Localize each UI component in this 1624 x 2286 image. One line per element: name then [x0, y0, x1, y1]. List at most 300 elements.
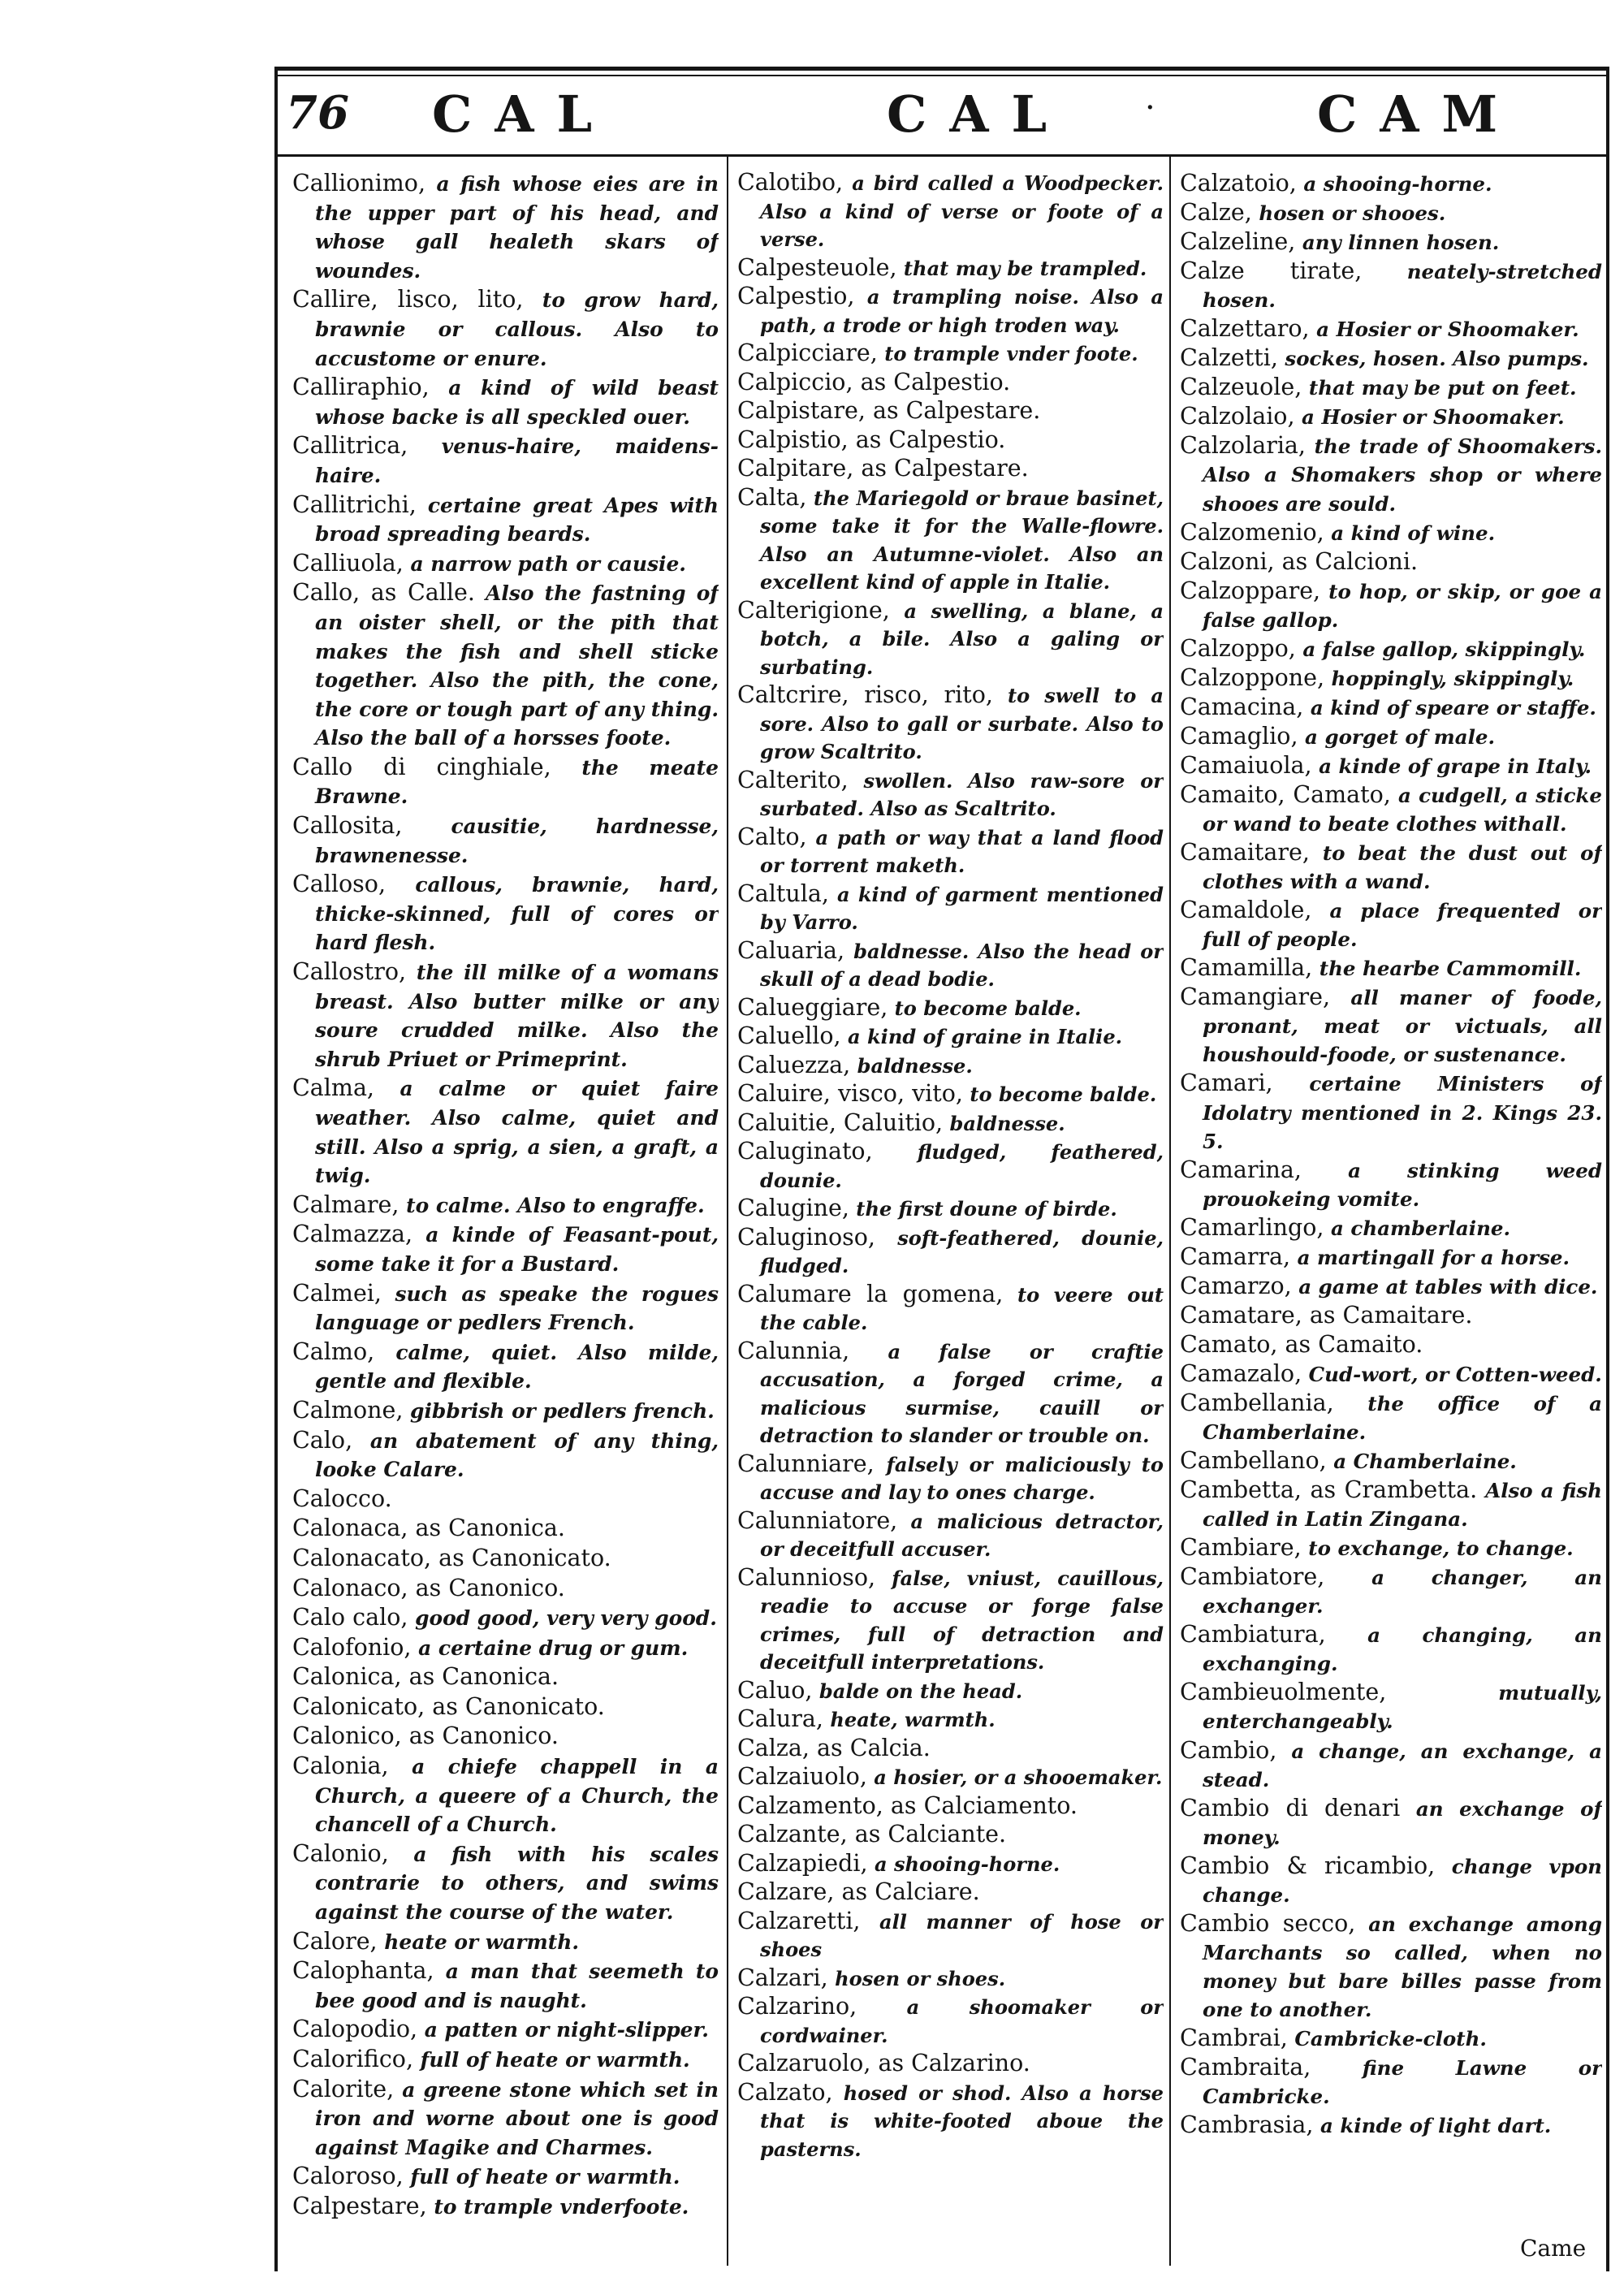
dictionary-entry [737, 455, 1164, 484]
dictionary-entry [737, 484, 1164, 597]
entry-definition: swollen. Also raw-sore or surbated. Also as Scaltrito. [760, 768, 1164, 820]
entry-headword: Calzato, [737, 2078, 833, 2106]
entry-definition: certaine great Apes with broad spreading beards. [315, 493, 719, 547]
entry-headword: Calmei, [292, 1279, 382, 1307]
entry-definition: a gorget of male. [1298, 724, 1496, 749]
entry-definition: gibbrish or pedlers french. [403, 1398, 715, 1423]
entry-definition: balde on the head. [812, 1679, 1023, 1703]
dictionary-entry [1180, 169, 1602, 198]
dictionary-entry [737, 397, 1164, 426]
entry-definition: to swell to a sore. Also to gall or surbate. Also to grow Scaltrito. [760, 684, 1164, 763]
dictionary-entry [1180, 1242, 1602, 1272]
dictionary-entry [737, 283, 1164, 339]
entry-headword: Calza, as Calcia. [737, 1734, 931, 1761]
dictionary-entry [292, 1514, 719, 1544]
dictionary-entry [737, 767, 1164, 823]
entry-definition: to exchange, to change. [1301, 1536, 1574, 1561]
guide-separator: · [1145, 89, 1155, 127]
dictionary-entry [292, 1692, 719, 1722]
entry-definition: to become balde. [962, 1083, 1157, 1106]
entry-headword: Calueggiare, [737, 993, 888, 1021]
entry-definition: mutually, enterchangeably. [1203, 1681, 1602, 1734]
entry-definition: a path or way that a land flood or torrent maketh. [760, 825, 1164, 877]
entry-headword: Calofonio, [292, 1633, 412, 1661]
entry-headword: Callostro, [292, 958, 407, 986]
dictionary-entry [292, 1426, 719, 1484]
dictionary-entry [1180, 1156, 1602, 1213]
dictionary-entry [292, 1544, 719, 1574]
entry-headword: Calzapiedi, [737, 1849, 868, 1877]
dictionary-entry [292, 1574, 719, 1604]
entry-definition: to trample vnderfoote. [426, 2194, 689, 2219]
entry-headword: Calonicato, as Canonicato. [292, 1692, 605, 1720]
column-middle [737, 169, 1164, 2228]
entry-definition: a hosier, or a shooemaker. [866, 1765, 1163, 1789]
dictionary-entry [737, 1022, 1164, 1052]
dictionary-entry [737, 1908, 1164, 1964]
dictionary-entry [737, 1080, 1164, 1109]
dictionary-entry [737, 937, 1164, 994]
entry-headword: Calocco. [292, 1484, 392, 1512]
entry-headword: Calo, [292, 1426, 353, 1454]
dictionary-entry [292, 1752, 719, 1839]
entry-headword: Camarina, [1180, 1156, 1302, 1183]
entry-definition: Also a fish called in Latin Zingana. [1203, 1479, 1602, 1532]
entry-definition: the first doune of birde. [849, 1197, 1117, 1221]
dictionary-entry [1180, 431, 1602, 517]
entry-headword: Caluo, [737, 1676, 813, 1704]
entry-definition: a malicious detractor, or deceitfull accuser. [760, 1509, 1164, 1561]
entry-definition: a bird called a Woodpecker. Also a kind of verse or foote of a verse. [760, 171, 1164, 251]
entry-definition: a narrow path or causie. [403, 551, 686, 576]
dictionary-entry [292, 549, 719, 579]
entry-headword: Calzoppone, [1180, 663, 1325, 691]
entry-definition: an exchange among Marchants so called, when no money but bare billes passe from one to another. [1203, 1912, 1602, 2021]
entry-definition: a change, an exchange, a stead. [1203, 1739, 1602, 1791]
dictionary-entry [292, 1839, 719, 1927]
dictionary-entry [737, 169, 1164, 254]
entry-definition: the Mariegold or braue basinet, some take it for the Walle-flowre. Also an Autumne-violet. Also an excellent kind of apple in Italie. [760, 486, 1164, 594]
dictionary-entry [1180, 518, 1602, 547]
entry-definition: a kind of wine. [1324, 521, 1496, 545]
entry-definition: change vpon change. [1203, 1854, 1602, 1907]
dictionary-entry [737, 1138, 1164, 1195]
top-border-rule [274, 67, 1608, 71]
entry-definition: to calme. Also to engraffe. [399, 1193, 705, 1217]
dictionary-entry [1180, 751, 1602, 780]
entry-definition: false, vniust, cauillous, readie to accuse or forge false crimes, full of detraction and deceitfull interpretations. [760, 1566, 1164, 1674]
entry-definition: soft-feathered, dounie, fludged. [760, 1225, 1164, 1277]
dictionary-entry [1180, 896, 1602, 953]
dictionary-entry [737, 1281, 1164, 1337]
entry-definition: to beat the dust out of clothes with a wand. [1203, 841, 1602, 894]
entry-definition: a changing, an exchanging. [1203, 1623, 1602, 1676]
dictionary-entry [1180, 780, 1602, 838]
entry-definition: a kind of speare or staffe. [1303, 695, 1596, 720]
dictionary-entry [1180, 2024, 1602, 2053]
entry-definition: all maner of foode, pronant, meat or victuals, all houshould-foode, or sustenance. [1203, 986, 1602, 1067]
entry-headword: Calmone, [292, 1396, 404, 1424]
entry-headword: Calma, [292, 1074, 374, 1102]
dictionary-entry [292, 285, 719, 373]
dictionary-entry [292, 1191, 719, 1221]
dictionary-entry [737, 597, 1164, 682]
entry-definition: to become balde. [888, 996, 1082, 1020]
entry-headword: Camaldole, [1180, 897, 1312, 924]
entry-headword: Calzare, as Calciare. [737, 1878, 980, 1905]
entry-headword: Calze, [1180, 199, 1252, 227]
entry-definition: a patten or night-slipper. [417, 2018, 709, 2042]
entry-definition: a martingall for a horse. [1290, 1245, 1570, 1269]
dictionary-entry [1180, 1272, 1602, 1301]
entry-headword: Cambetta, as Crambetta. [1180, 1476, 1478, 1504]
dictionary-entry [1180, 1389, 1602, 1446]
entry-headword: Calzettaro, [1180, 315, 1310, 343]
entry-headword: Calonica, as Canonica. [292, 1663, 559, 1691]
entry-headword: Callionimo, [292, 170, 426, 197]
entry-headword: Calonia, [292, 1752, 389, 1780]
entry-definition: full of heate or warmth. [413, 2048, 690, 2072]
entry-definition: hosen or shooes. [1251, 201, 1446, 226]
dictionary-entry [1180, 1794, 1602, 1852]
dictionary-entry [292, 1337, 719, 1396]
entry-headword: Calore, [292, 1927, 378, 1955]
entry-headword: Calzaiuolo, [737, 1763, 867, 1790]
entry-headword: Cambio, [1180, 1736, 1277, 1764]
entry-headword: Calopodio, [292, 2016, 418, 2043]
entry-headword: Calonio, [292, 1839, 389, 1867]
dictionary-entry [1180, 2053, 1602, 2111]
entry-definition: a Hosier or Shoomaker. [1309, 318, 1579, 342]
dictionary-entry [292, 2075, 719, 2163]
entry-headword: Calo calo, [292, 1604, 408, 1631]
dictionary-entry [292, 957, 719, 1074]
dictionary-entry [292, 1484, 719, 1515]
entry-definition: a shooing-horne. [1296, 172, 1492, 196]
column-divider-1 [727, 154, 728, 2266]
entry-headword: Camaitare, [1180, 839, 1310, 866]
entry-definition: baldnesse. [850, 1053, 973, 1078]
entry-headword: Camaiuola, [1180, 751, 1312, 779]
dictionary-entry [292, 490, 719, 549]
entry-headword: Camacina, [1180, 693, 1304, 720]
entry-headword: Calterigione, [737, 596, 890, 624]
entry-definition: a Chamberlaine. [1326, 1450, 1517, 1474]
dictionary-entry [292, 2045, 719, 2075]
entry-headword: Callitrichi, [292, 490, 417, 518]
entry-headword: Calzarino, [737, 1993, 857, 2020]
entry-headword: Calzomenio, [1180, 518, 1324, 546]
entry-definition: a place frequented or full of people. [1203, 899, 1602, 952]
guide-word-left: CAL [432, 84, 615, 144]
top-border-inner-rule [274, 75, 1608, 76]
entry-headword: Camaglio, [1180, 722, 1298, 750]
entry-headword: Calunnioso, [737, 1563, 876, 1591]
guide-word-center: CAL [887, 84, 1070, 144]
entry-headword: Caluitie, Caluitio, [737, 1108, 944, 1136]
entry-definition: a kind of garment mentioned by Varro. [760, 882, 1164, 934]
entry-headword: Calzoppare, [1180, 577, 1321, 604]
entry-headword: Cambellano, [1180, 1447, 1327, 1475]
entry-definition: a changer, an exchanger. [1203, 1566, 1602, 1618]
entry-definition: a game at tables with dice. [1291, 1274, 1598, 1299]
dictionary-entry [292, 1927, 719, 1957]
entry-definition: hosed or shod. Also a horse that is white-footed aboue the pasterns. [760, 2081, 1164, 2161]
entry-definition: full of heate or warmth. [403, 2165, 680, 2189]
dictionary-entry [292, 811, 719, 870]
dictionary-entry [1180, 1069, 1602, 1155]
entry-headword: Callire, lisco, lito, [292, 286, 524, 313]
right-border-rule [1606, 67, 1609, 2271]
dictionary-entry [1180, 1213, 1602, 1242]
column-left [292, 169, 719, 2228]
entry-headword: Camarzo, [1180, 1272, 1292, 1299]
dictionary-entry [737, 1878, 1164, 1908]
entry-headword: Calliraphio, [292, 374, 430, 401]
dictionary-entry [292, 1220, 719, 1278]
dictionary-entry [737, 880, 1164, 937]
entry-headword: Calmare, [292, 1191, 400, 1218]
entry-definition: an abatement of any thing, looke Calare. [315, 1428, 719, 1482]
entry-headword: Callitrica, [292, 432, 408, 460]
entry-headword: Calpestare, [292, 2192, 427, 2219]
entry-headword: Calterito, [737, 766, 849, 793]
entry-headword: Calpistare, as Calpestare. [737, 397, 1041, 424]
dictionary-entry [737, 994, 1164, 1023]
entry-definition: that may be put on feet. [1302, 376, 1577, 400]
entry-headword: Calotibo, [737, 169, 844, 196]
guide-word-right: CAM [1317, 84, 1521, 144]
entry-headword: Caluezza, [737, 1051, 851, 1078]
entry-definition: a greene stone which set in iron and worne about one is good against Magike and Charmes. [315, 2077, 719, 2159]
entry-definition: all manner of hose or shoes [760, 1909, 1164, 1961]
dictionary-entry [737, 1195, 1164, 1224]
entry-definition: to veere out the cable. [760, 1282, 1164, 1334]
dictionary-entry [1180, 722, 1602, 751]
entry-definition: hoppingly, skippingly. [1324, 666, 1574, 690]
dictionary-entry [1180, 953, 1602, 983]
dictionary-entry [737, 1763, 1164, 1792]
entry-definition: a fish with his scales contrarie to others, and swims against the course of the water. [315, 1842, 719, 1925]
column-right [1180, 169, 1602, 2228]
entry-definition: a chiefe chappell in a Church, a queere of a Church, the chancell of a Church. [315, 1755, 719, 1837]
entry-headword: Callo di cinghiale, [292, 753, 551, 780]
entry-headword: Calmazza, [292, 1221, 413, 1248]
entry-headword: Cambellania, [1180, 1389, 1334, 1416]
entry-headword: Cambio & ricambio, [1180, 1852, 1436, 1879]
entry-definition: a swelling, a blane, a botch, a bile. Also a galing or surbating. [760, 599, 1164, 679]
entry-definition: sockes, hosen. Also pumps. [1277, 347, 1589, 371]
dictionary-entry [1180, 547, 1602, 577]
entry-headword: Camaito, Camato, [1180, 780, 1391, 808]
dictionary-entry [1180, 1620, 1602, 1678]
dictionary-entry [737, 1993, 1164, 2050]
entry-headword: Calpicciare, [737, 339, 878, 366]
entry-definition: a kind of wild beast whose backe is all speckled ouer. [315, 376, 719, 429]
entry-headword: Calugine, [737, 1195, 849, 1221]
entry-headword: Cambrai, [1180, 2025, 1288, 2051]
entry-headword: Calzoppo, [1180, 634, 1296, 662]
entry-headword: Calloso, [292, 871, 387, 898]
dictionary-entry [1180, 1301, 1602, 1330]
entry-headword: Calophanta, [292, 1957, 434, 1985]
entry-headword: Calpitare, as Calpestare. [737, 455, 1029, 482]
column-divider-2 [1169, 154, 1171, 2266]
left-border-rule [274, 67, 278, 2271]
dictionary-entry [737, 1337, 1164, 1450]
entry-definition: baldnesse. [943, 1111, 1065, 1135]
dictionary-entry [737, 2050, 1164, 2079]
dictionary-entry [737, 1052, 1164, 1081]
dictionary-entry [737, 1964, 1164, 1994]
dictionary-entry [292, 1396, 719, 1426]
entry-definition: fine Lawne or Cambricke. [1203, 2056, 1602, 2109]
entry-headword: Calzaretti, [737, 1907, 861, 1934]
entry-definition: hosen or shoes. [827, 1966, 1006, 1990]
dictionary-entry [1180, 1852, 1602, 1909]
entry-definition: baldnesse. Also the head or skull of a dead bodie. [760, 939, 1164, 991]
dictionary-entry [1180, 373, 1602, 402]
entry-definition: falsely or maliciously to accuse and lay to ones charge. [760, 1452, 1164, 1504]
dictionary-entry [292, 2192, 719, 2222]
entry-headword: Camatare, as Camaitare. [1180, 1301, 1473, 1329]
dictionary-entry [292, 1722, 719, 1752]
entry-headword: Calzeline, [1180, 228, 1296, 256]
dictionary-entry [1180, 198, 1602, 227]
entry-definition: the trade of Shoomakers. Also a Shomakers shop or where shooes are sould. [1203, 434, 1602, 516]
dictionary-entry [292, 753, 719, 811]
entry-headword: Caloroso, [292, 2163, 404, 2190]
entry-headword: Calpesteuole, [737, 253, 897, 281]
entry-definition: the office of a Chamberlaine. [1203, 1391, 1602, 1445]
entry-headword: Calzeuole, [1180, 374, 1302, 401]
dictionary-entry [1180, 227, 1602, 257]
dictionary-entry [1180, 1446, 1602, 1476]
dictionary-entry [1180, 1533, 1602, 1562]
dictionary-entry [737, 1224, 1164, 1281]
dictionary-entry [1180, 1678, 1602, 1735]
entry-definition: Also the fastning of an oister shell, or the pith that makes the fish and shell sticke together. Also the pith, the cone, the core or tough part of any thing. Also the ball of a horsses foote. [315, 581, 719, 750]
entry-headword: Camari, [1180, 1070, 1273, 1097]
entry-headword: Cambiatura, [1180, 1621, 1326, 1649]
dictionary-entry [1180, 1330, 1602, 1359]
dictionary-entry [292, 1956, 719, 2015]
dictionary-entry [1180, 2111, 1602, 2140]
dictionary-entry [737, 823, 1164, 880]
entry-definition: a shoomaker or cordwainer. [760, 1995, 1164, 2047]
dictionary-entry [737, 254, 1164, 283]
entry-definition: neately-stretched hosen. [1203, 260, 1602, 313]
dictionary-entry [737, 1677, 1164, 1706]
entry-headword: Calunniare, [737, 1450, 875, 1477]
entry-headword: Calliuola, [292, 549, 404, 577]
entry-headword: Calpestio, [737, 283, 855, 309]
dictionary-entry [737, 369, 1164, 398]
entry-headword: Calzetti, [1180, 344, 1278, 372]
entry-headword: Calonaco, as Canonico. [292, 1574, 565, 1601]
entry-definition: a fish whose eies are in the upper part of his head, and whose gall healeth skars of woundes. [315, 172, 719, 283]
entry-definition: a cudgell, a sticke or wand to beate clothes withall. [1203, 783, 1602, 836]
dictionary-entry [292, 1074, 719, 1190]
dictionary-entry [1180, 634, 1602, 663]
entry-headword: Calumare la gomena, [737, 1280, 1004, 1307]
dictionary-entry [1180, 1562, 1602, 1620]
entry-definition: a false gallop, skippingly. [1295, 637, 1586, 661]
entry-headword: Calzaruolo, as Calzarino. [737, 2050, 1030, 2076]
page-number: 76 [286, 86, 349, 140]
dictionary-entry [737, 1821, 1164, 1850]
entry-definition: calme, quiet. Also milde, gentle and flexible. [315, 1340, 719, 1394]
entry-headword: Calzamento, as Calciamento. [737, 1791, 1078, 1819]
entry-definition: callous, brawnie, hard, thicke-skinned, full of cores or hard flesh. [315, 873, 719, 955]
running-header [278, 81, 1606, 153]
entry-headword: Calze tirate, [1180, 257, 1363, 285]
dictionary-entry [292, 1633, 719, 1663]
entry-headword: Calzolaria, [1180, 432, 1306, 460]
entry-definition: a chamberlaine. [1324, 1216, 1511, 1240]
entry-definition: an exchange of money. [1203, 1796, 1602, 1849]
dictionary-entry [737, 1705, 1164, 1735]
entry-definition: that may be trampled. [896, 256, 1147, 280]
entry-definition: Cambricke-cloth. [1287, 2027, 1487, 2050]
entry-definition: heate, warmth. [823, 1708, 996, 1731]
dictionary-entry [737, 2079, 1164, 2164]
catchword: Came [1520, 2235, 1587, 2262]
entry-definition: a Hosier or Shoomaker. [1294, 405, 1565, 430]
entry-definition: Cud-wort, or Cotten-weed. [1302, 1362, 1602, 1386]
dictionary-entry [737, 1507, 1164, 1564]
entry-definition: a kind of graine in Italie. [840, 1025, 1123, 1048]
dictionary-entry [292, 2162, 719, 2192]
dictionary-entry [737, 1792, 1164, 1821]
entry-headword: Calta, [737, 483, 807, 511]
entry-definition: to hop, or skip, or goe a false gallop. [1203, 579, 1602, 632]
entry-definition: heate or warmth. [377, 1929, 579, 1954]
entry-headword: Calzoni, as Calcioni. [1180, 547, 1419, 575]
entry-headword: Caluello, [737, 1022, 841, 1049]
entry-headword: Camato, as Camaito. [1180, 1330, 1423, 1358]
entry-headword: Camarra, [1180, 1242, 1291, 1270]
dictionary-entry [1180, 344, 1602, 373]
entry-headword: Calzatoio, [1180, 170, 1297, 197]
entry-headword: Caluginoso, [737, 1223, 875, 1251]
dictionary-entry [1180, 1736, 1602, 1794]
entry-headword: Calpiccio, as Calpestio. [737, 368, 1011, 395]
dictionary-entry [737, 426, 1164, 456]
dictionary-entry [1180, 402, 1602, 431]
dictionary-entry [1180, 577, 1602, 634]
entry-definition: a kinde of light dart. [1313, 2114, 1552, 2138]
entry-definition: such as speake the rogues language or pedlers French. [315, 1281, 719, 1335]
dictionary-entry [737, 1450, 1164, 1507]
entry-headword: Cambiatore, [1180, 1563, 1325, 1591]
entry-headword: Calunnia, [737, 1337, 850, 1364]
entry-headword: Caltula, [737, 879, 829, 907]
entry-definition: causitie, hardnesse, brawnenesse. [315, 815, 719, 867]
entry-headword: Caluaria, [737, 936, 845, 964]
entry-headword: Cambio di denari [1180, 1794, 1401, 1821]
entry-headword: Calunniatore, [737, 1506, 898, 1534]
entry-definition: a kinde of grape in Italy. [1311, 754, 1592, 778]
entry-definition: to trample vnder foote. [877, 342, 1138, 365]
entry-definition: to grow hard, brawnie or callous. Also to accustome or enure. [315, 288, 719, 370]
entry-headword: Calonacato, as Canonicato. [292, 1544, 611, 1571]
entry-headword: Cambiare, [1180, 1534, 1302, 1562]
dictionary-entry [1180, 1359, 1602, 1389]
entry-headword: Caluginato, [737, 1138, 873, 1165]
entry-definition: good good, very very good. [408, 1606, 717, 1631]
entry-definition: fludged, feathered, dounie. [760, 1140, 1164, 1192]
